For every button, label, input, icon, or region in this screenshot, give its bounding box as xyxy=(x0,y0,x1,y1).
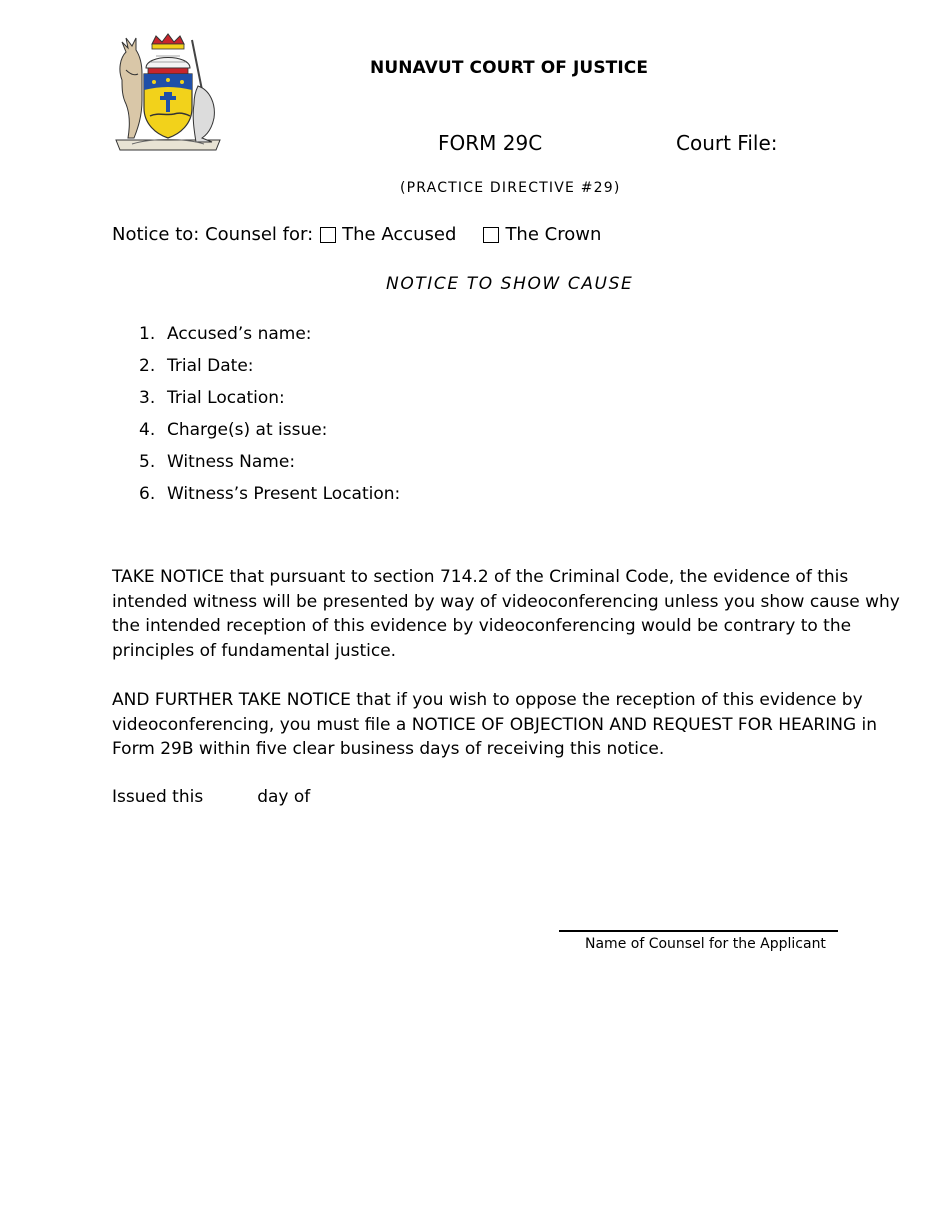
notice-heading: NOTICE TO SHOW CAUSE xyxy=(386,274,634,294)
notice-to-label: Notice to: Counsel for: xyxy=(112,224,314,245)
item-number: 6. xyxy=(139,484,156,504)
item-label: Trial Date: xyxy=(167,356,254,376)
accused-checkbox-label: The Accused xyxy=(342,224,457,245)
list-item xyxy=(112,387,400,419)
further-notice-paragraph: AND FURTHER TAKE NOTICE that if you wish to oppose the reception of this evidence by videoconferencing, you must file a NOTICE OF OBJECTION AND REQUEST FOR HEARING in Form 29B within five clear business days of receiving this notice. xyxy=(112,690,878,759)
issued-day-of: day of xyxy=(257,787,311,807)
item-number: 4. xyxy=(139,420,156,440)
accused-checkbox[interactable] xyxy=(320,227,336,243)
signature-line xyxy=(559,930,838,932)
item-number: 3. xyxy=(139,388,156,408)
item-number: 2. xyxy=(139,356,156,376)
issued-prefix: Issued this xyxy=(112,787,204,807)
crown-checkbox-label: The Crown xyxy=(505,224,602,245)
signature-caption: Name of Counsel for the Applicant xyxy=(585,936,826,952)
issued-line xyxy=(112,787,310,807)
particulars-list xyxy=(112,323,400,515)
coat-of-arms-icon xyxy=(112,30,224,154)
list-item xyxy=(112,451,400,483)
list-item xyxy=(112,355,400,387)
court-file-label: Court File: xyxy=(676,131,778,155)
list-item xyxy=(112,483,400,515)
item-label: Witness Name: xyxy=(167,452,296,472)
item-label: Accused’s name: xyxy=(167,324,312,344)
list-item xyxy=(112,419,400,451)
form-number: FORM 29C xyxy=(438,131,543,155)
practice-directive: (PRACTICE DIRECTIVE #29) xyxy=(400,180,621,196)
list-item xyxy=(112,323,400,355)
item-label: Trial Location: xyxy=(167,388,285,408)
take-notice-paragraph: TAKE NOTICE that pursuant to section 714.2 of the Criminal Code, the evidence of this intended witness will be presented by way of videoconferencing unless you show cause why the intended reception of this evidence by videoconferencing would be contrary to the principles of fundamental justice. xyxy=(112,567,900,661)
item-label: Witness’s Present Location: xyxy=(167,484,401,504)
item-label: Charge(s) at issue: xyxy=(167,420,328,440)
item-number: 5. xyxy=(139,452,156,472)
notice-to-row xyxy=(112,224,601,245)
item-number: 1. xyxy=(139,324,156,344)
court-name: NUNAVUT COURT OF JUSTICE xyxy=(370,58,649,78)
crown-checkbox[interactable] xyxy=(483,227,499,243)
